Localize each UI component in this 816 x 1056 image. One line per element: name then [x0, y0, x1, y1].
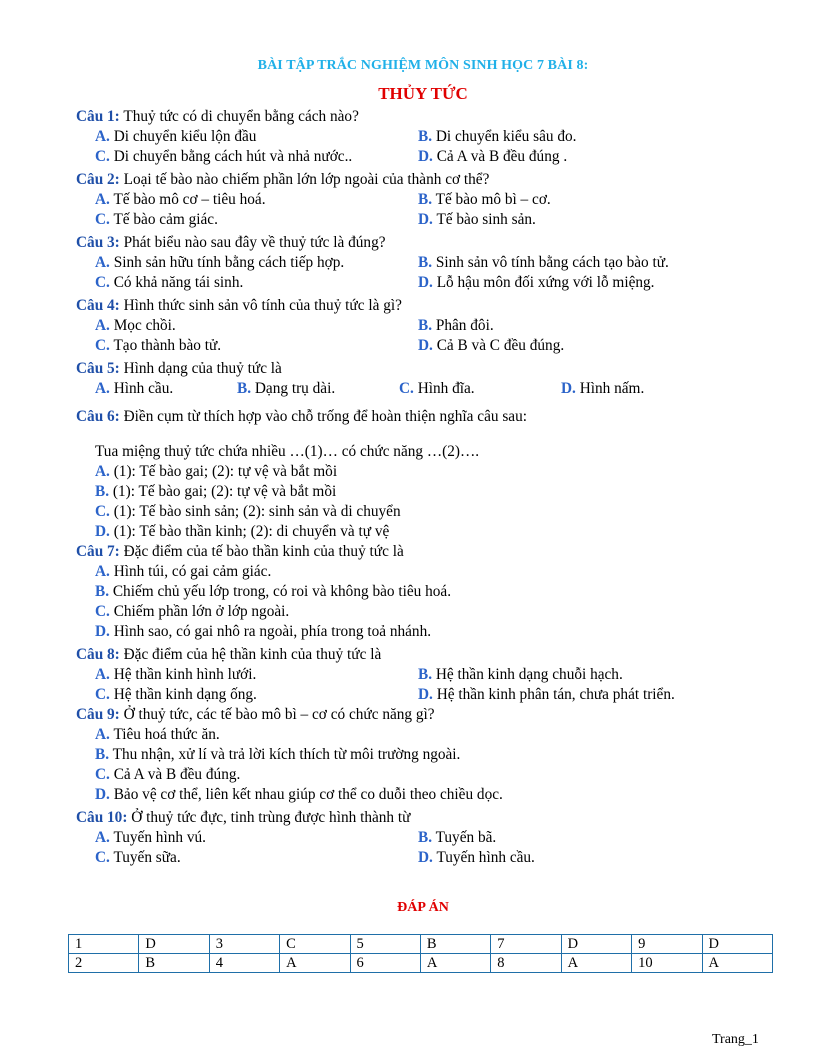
table-cell: 10 — [632, 954, 702, 973]
option-b: B. Hệ thần kinh dạng chuỗi hạch. — [418, 666, 623, 683]
option-b: B. Thu nhận, xử lí và trả lời kích thích từ môi trường ngoài. — [95, 746, 461, 763]
option-b: B. Di chuyển kiểu sâu đo. — [418, 128, 577, 145]
question-text: Đặc điểm của hệ thần kinh của thuỷ tức là — [123, 646, 382, 663]
option-a: A. Hình cầu. — [95, 380, 174, 397]
answer-key-title: ĐÁP ÁN — [397, 900, 449, 915]
question-10 — [76, 808, 776, 828]
option-c: C. Di chuyển bằng cách hút và nhả nước.. — [95, 148, 353, 165]
option-d: D. Hình nấm. — [561, 380, 645, 397]
question-number: Câu 1: — [76, 108, 120, 125]
question-text: Thuỷ tức có di chuyển bằng cách nào? — [123, 108, 359, 125]
answer-table — [68, 934, 773, 973]
option-d: D. Cả A và B đều đúng . — [418, 148, 568, 165]
question-text: Điền cụm từ thích hợp vào chỗ trống để hoàn thiện nghĩa câu sau: — [123, 408, 527, 425]
table-cell: 5 — [350, 935, 420, 954]
question-text: Phát biểu nào sau đây về thuỷ tức là đúng? — [123, 234, 386, 251]
option-b: B. Tuyến bã. — [418, 829, 497, 846]
table-cell: 2 — [69, 954, 139, 973]
question-text: Đặc điểm của tế bào thần kinh của thuỷ tức là — [123, 543, 404, 560]
option-b: B. Chiếm chủ yếu lớp trong, có roi và không bào tiêu hoá. — [95, 583, 452, 600]
question-7 — [76, 542, 776, 562]
question-8 — [76, 645, 776, 665]
option-a: A. Tiêu hoá thức ăn. — [95, 726, 220, 743]
question-text: Hình dạng của thuỷ tức là — [123, 360, 282, 377]
question-number: Câu 5: — [76, 360, 120, 377]
option-a: A. Mọc chồi. — [95, 317, 176, 334]
option-b: B. (1): Tế bào gai; (2): tự vệ và bắt mồi — [95, 483, 337, 500]
question-2 — [76, 170, 776, 190]
option-a: A. Sinh sản hữu tính bằng cách tiếp hợp. — [95, 254, 345, 271]
option-d: D. Tế bào sinh sản. — [418, 211, 536, 228]
table-cell: 3 — [209, 935, 279, 954]
question-stem: Tua miệng thuỷ tức chứa nhiều …(1)… có chức năng …(2)…. — [95, 443, 480, 460]
option-a: A. Di chuyển kiểu lộn đầu — [95, 128, 257, 145]
question-9 — [76, 705, 776, 725]
option-c: C. Cả A và B đều đúng. — [95, 766, 241, 783]
question-number: Câu 10: — [76, 809, 128, 826]
table-cell: D — [561, 935, 631, 954]
question-1 — [76, 107, 776, 127]
option-c: C. Có khả năng tái sinh. — [95, 274, 244, 291]
question-text: Hình thức sinh sản vô tính của thuỷ tức là gì? — [123, 297, 402, 314]
option-a: A. Tế bào mô cơ – tiêu hoá. — [95, 191, 266, 208]
question-number: Câu 7: — [76, 543, 120, 560]
option-d: D. (1): Tế bào thần kinh; (2): di chuyển và tự vệ — [95, 523, 390, 540]
table-row — [69, 954, 773, 973]
option-d: D. Hệ thần kinh phân tán, chưa phát triển. — [418, 686, 675, 703]
option-d: D. Bảo vệ cơ thể, liên kết nhau giúp cơ thể co duỗi theo chiều dọc. — [95, 786, 503, 803]
question-list — [76, 107, 776, 868]
question-number: Câu 9: — [76, 706, 120, 723]
question-text: Ở thuỷ tức đực, tinh trùng được hình thành từ — [131, 809, 411, 826]
table-cell: B — [139, 954, 209, 973]
table-cell: D — [139, 935, 209, 954]
question-text: Ở thuỷ tức, các tế bào mô bì – cơ có chức năng gì? — [123, 706, 435, 723]
option-d: D. Cả B và C đều đúng. — [418, 337, 565, 354]
question-number: Câu 8: — [76, 646, 120, 663]
question-number: Câu 6: — [76, 408, 120, 425]
table-cell: 6 — [350, 954, 420, 973]
option-d: D. Hình sao, có gai nhô ra ngoài, phía trong toả nhánh. — [95, 623, 432, 640]
question-text: Loại tế bào nào chiếm phần lớn lớp ngoài của thành cơ thể? — [123, 171, 490, 188]
option-b: B. Phân đôi. — [418, 317, 494, 334]
table-cell: 4 — [209, 954, 279, 973]
option-d: D. Lỗ hậu môn đối xứng với lỗ miệng. — [418, 274, 655, 291]
option-a: A. (1): Tế bào gai; (2): tự vệ và bắt mồi — [95, 463, 338, 480]
table-cell: 1 — [69, 935, 139, 954]
table-cell: B — [420, 935, 490, 954]
table-cell: D — [702, 935, 772, 954]
document-subtitle: THỦY TỨC — [378, 84, 468, 103]
question-number: Câu 2: — [76, 171, 120, 188]
document-title: BÀI TẬP TRẮC NGHIỆM MÔN SINH HỌC 7 BÀI 8: — [257, 58, 589, 73]
table-cell: A — [280, 954, 350, 973]
table-cell: C — [280, 935, 350, 954]
option-d: D. Tuyến hình cầu. — [418, 849, 535, 866]
option-c: C. Hệ thần kinh dạng ống. — [95, 686, 257, 703]
table-row — [69, 935, 773, 954]
question-4 — [76, 296, 776, 316]
question-5 — [76, 359, 776, 379]
table-cell: A — [561, 954, 631, 973]
option-b: B. Tế bào mô bì – cơ. — [418, 191, 551, 208]
option-c: C. Chiếm phần lớn ở lớp ngoài. — [95, 603, 290, 620]
table-cell: 9 — [632, 935, 702, 954]
table-cell: 7 — [491, 935, 561, 954]
option-a: A. Tuyến hình vú. — [95, 829, 206, 846]
option-a: A. Hệ thần kinh hình lưới. — [95, 666, 257, 683]
option-c: C. Tạo thành bào tử. — [95, 337, 222, 354]
option-c: C. Tế bào cảm giác. — [95, 211, 218, 228]
question-number: Câu 4: — [76, 297, 120, 314]
option-c: C. Hình đĩa. — [399, 380, 475, 397]
table-cell: A — [420, 954, 490, 973]
table-cell: 8 — [491, 954, 561, 973]
page-number: Trang_1 — [712, 1032, 759, 1047]
option-b: B. Sinh sản vô tính bằng cách tạo bào tử. — [418, 254, 669, 271]
option-b: B. Dạng trụ dài. — [237, 380, 336, 397]
option-a: A. Hình túi, có gai cảm giác. — [95, 563, 272, 580]
question-number: Câu 3: — [76, 234, 120, 251]
option-c: C. (1): Tế bào sinh sản; (2): sinh sản và di chuyển — [95, 503, 401, 520]
table-cell: A — [702, 954, 772, 973]
question-6 — [76, 407, 776, 427]
option-c: C. Tuyến sữa. — [95, 849, 181, 866]
question-3 — [76, 233, 776, 253]
